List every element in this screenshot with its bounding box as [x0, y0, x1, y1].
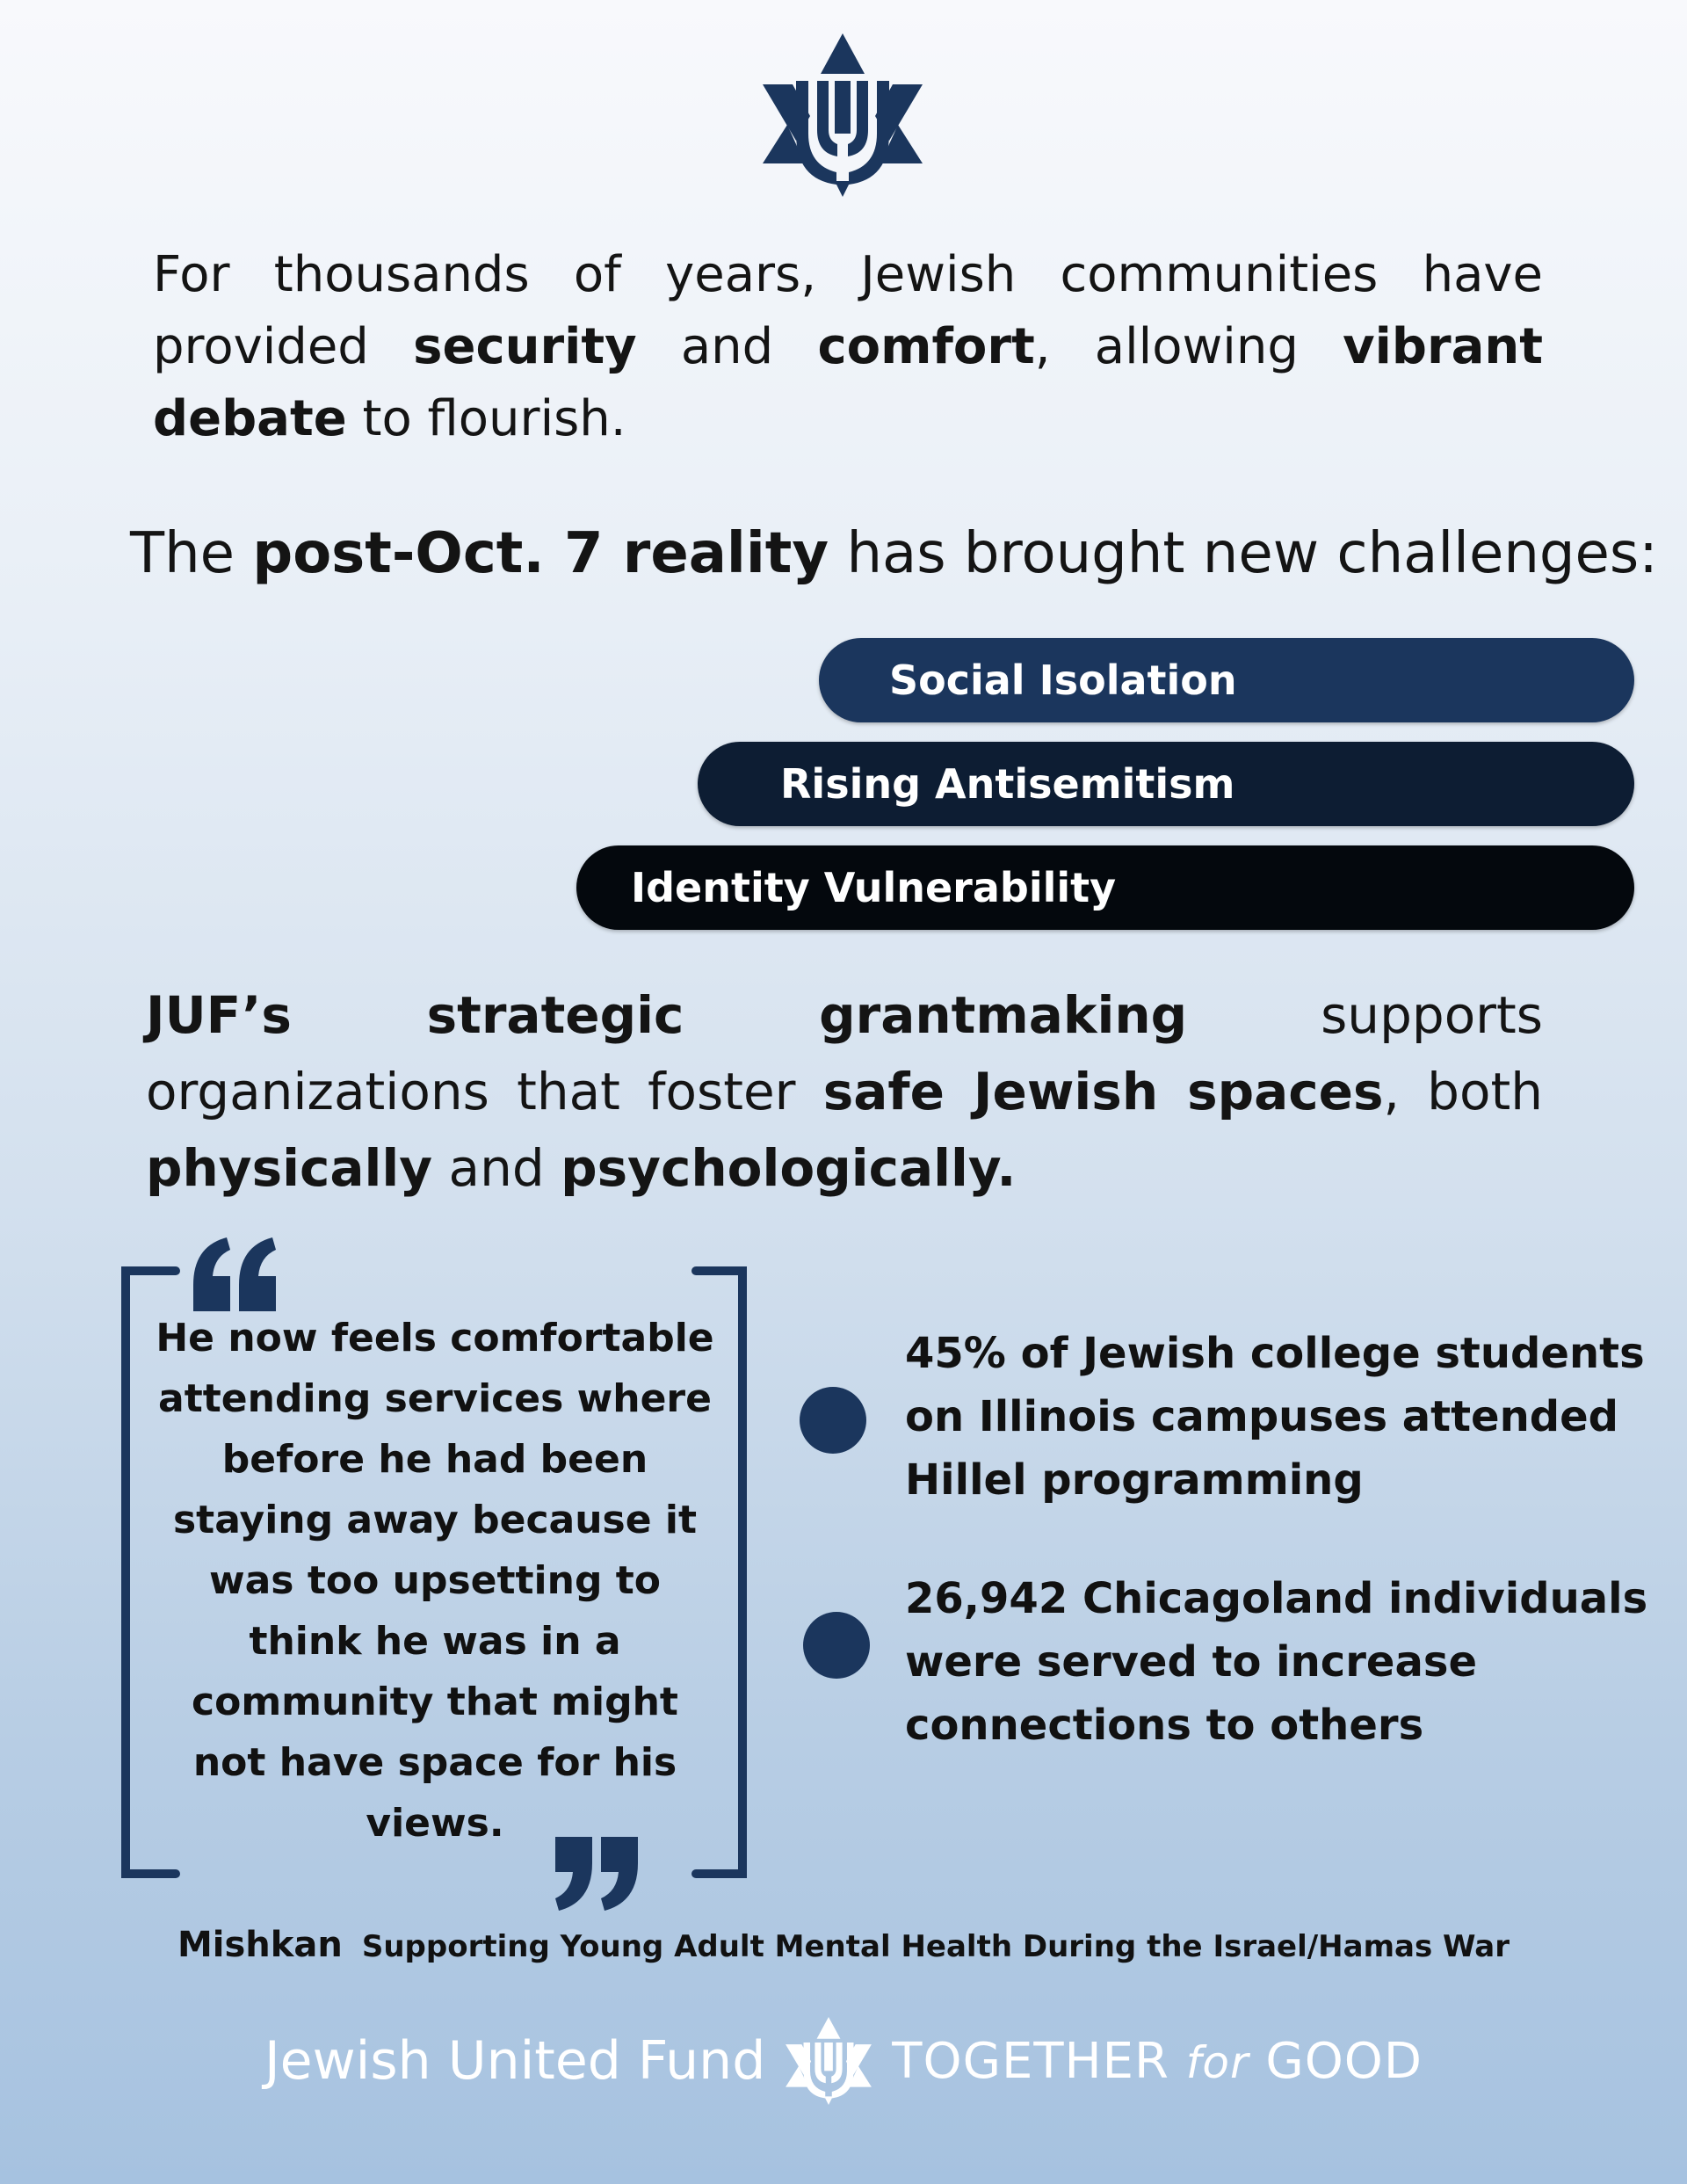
intro-paragraph: For thousands of years, Jewish communities have provided security and comfort, allowing vibrant debate to flourish.: [153, 246, 1543, 447]
open-quote-icon: [193, 1237, 276, 1311]
juf-footer-logo-icon: [785, 2015, 872, 2107]
stat-hillel: 45% of Jewish college students on Illinois campuses attended Hillel programming: [905, 1329, 1645, 1505]
challenge-pill-rising-antisemitism: [698, 742, 1634, 826]
challenge-label: Social Isolation: [889, 657, 1237, 704]
challenges-heading: The post-Oct. 7 reality has brought new challenges:: [130, 521, 1658, 586]
challenge-pill-social-isolation: [819, 638, 1634, 722]
challenge-pill-identity-vulnerability: [576, 845, 1634, 930]
testimonial-quote: He now feels comfortable attending services where before he had been staying away because it was too upsetting to think he was in a community that might not have space for his views.: [156, 1316, 714, 1846]
stat-individuals-served: 26,942 Chicagoland individuals were served to increase connections to others: [905, 1574, 1648, 1750]
footer-org-name: Jewish United Fund: [264, 2030, 766, 2092]
bullet-dot: [800, 1387, 866, 1454]
attribution-org: Mishkan: [177, 1925, 343, 1965]
attribution: [88, 1925, 1599, 1965]
strategy-paragraph: JUF’s strategic grantmaking supports organizations that foster safe Jewish spaces, both physically and psychologically.: [146, 985, 1543, 1198]
challenge-label: Identity Vulnerability: [631, 864, 1117, 911]
challenge-label: Rising Antisemitism: [780, 760, 1235, 808]
footer-brand: [0, 2013, 1687, 2109]
bullet-dot: [803, 1612, 870, 1679]
attribution-title: Supporting Young Adult Mental Health During the Israel/Hamas War: [361, 1929, 1510, 1964]
footer-tagline: TOGETHER for GOOD: [892, 2032, 1423, 2090]
juf-logo-icon: [761, 32, 924, 199]
